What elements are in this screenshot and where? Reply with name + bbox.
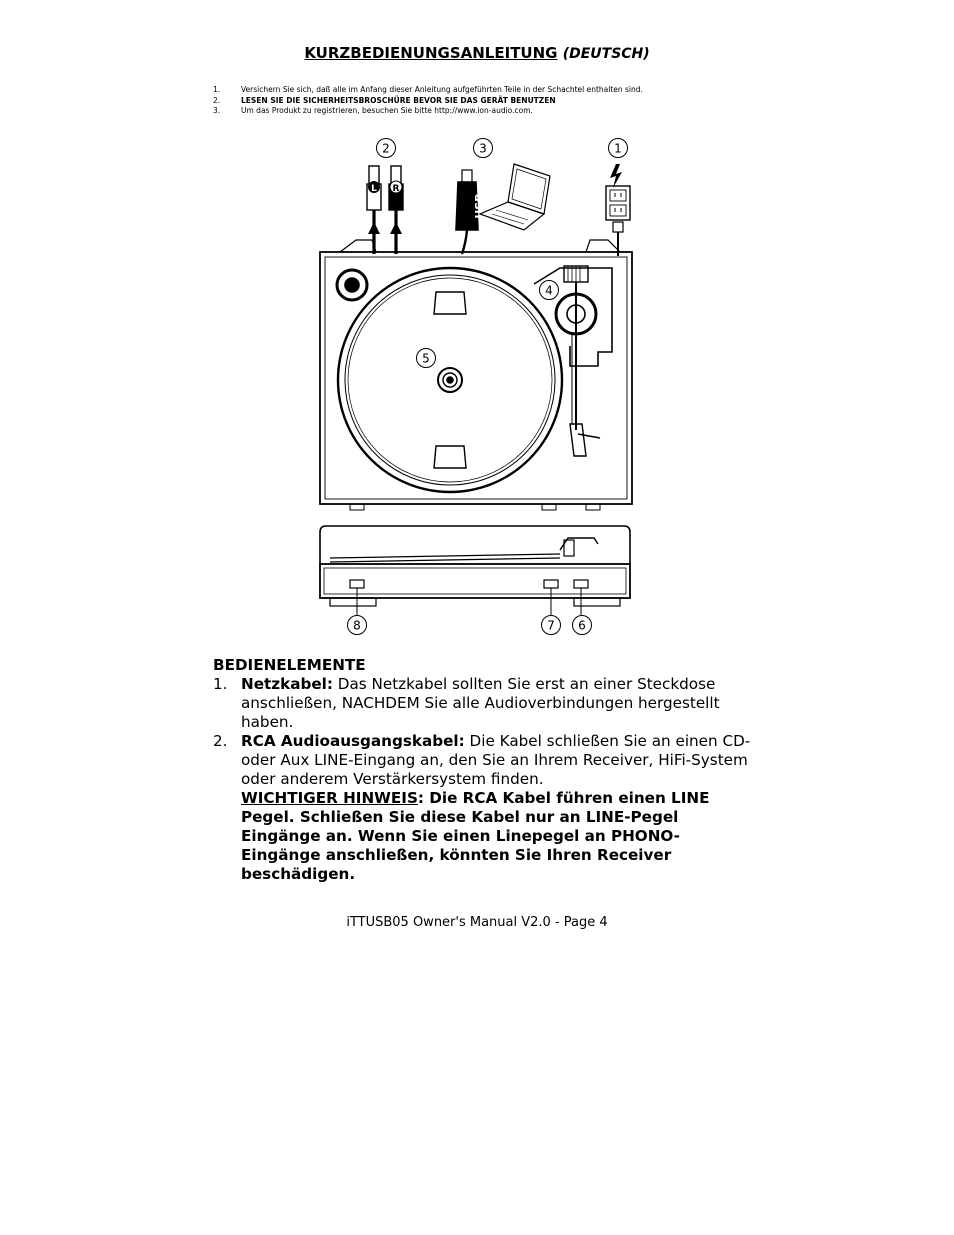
step-number: 3.: [213, 106, 221, 115]
controls-item: [213, 732, 753, 884]
item-number: 2.: [213, 732, 228, 750]
callout-4: [540, 281, 559, 300]
callout-6: [573, 616, 592, 635]
step-text: Um das Produkt zu registrieren, besuchen Sie bitte http://www.ion-audio.com.: [241, 106, 533, 115]
turntable-front-view: [320, 526, 630, 616]
turntable-diagram: [316, 134, 640, 638]
svg-text:6: 6: [578, 618, 586, 633]
item-text: Das Netzkabel sollten Sie erst an einer Steckdose anschließen, NACHDEM Sie alle Audioverbindungen hergestellt haben.: [241, 675, 720, 731]
page-footer: iTTUSB05 Owner's Manual V2.0 - Page 4: [346, 915, 608, 930]
callout-3: [474, 139, 493, 158]
controls-item: [213, 675, 753, 732]
warning-label: WICHTIGER HINWEIS: [241, 789, 418, 807]
item-label: Netzkabel:: [241, 675, 333, 693]
step-item: [213, 106, 813, 117]
item-text: Die Kabel schließen Sie an einen CD- oder Aux LINE-Eingang an, den Sie an Ihrem Receiver, HiFi-System oder anderem Verstärkersystem finden.: [241, 732, 751, 788]
intro-steps: [213, 85, 813, 117]
svg-text:4: 4: [545, 283, 553, 298]
svg-text:USB: USB: [473, 193, 486, 219]
svg-text:L: L: [371, 184, 377, 194]
item-label: RCA Audioausgangskabel:: [241, 732, 465, 750]
warning-note: [241, 789, 753, 884]
step-number: 1.: [213, 85, 221, 94]
turntable-top-view: [320, 240, 632, 510]
svg-text:3: 3: [479, 141, 487, 156]
svg-text:2: 2: [382, 141, 390, 156]
usb-plug: [456, 170, 486, 254]
title-language: (DEUTSCH): [562, 46, 650, 62]
step-text: Versichern Sie sich, daß alle im Anfang dieser Anleitung aufgeführten Teile in der Schachtel enthalten sind.: [241, 85, 643, 94]
page-title: [0, 44, 954, 62]
callout-1: [609, 139, 628, 158]
laptop-icon: [480, 164, 550, 230]
svg-text:5: 5: [422, 351, 430, 366]
step-number: 2.: [213, 95, 221, 105]
svg-text:8: 8: [353, 618, 361, 633]
warning-text: : Die RCA Kabel führen einen LINE Pegel. Schließen Sie diese Kabel nur an LINE-Pegel Eingänge an. Wenn Sie einen Linepegel an PHONO-Eingänge anschließen, könnten Sie Ihren Receiver beschädigen.: [241, 789, 710, 883]
callout-7: [542, 616, 561, 635]
step-item: [213, 96, 813, 107]
callout-2: [377, 139, 396, 158]
rca-plug-right: [389, 166, 403, 254]
svg-text:7: 7: [547, 618, 555, 633]
item-number: 1.: [213, 675, 228, 693]
title-main: KURZBEDIENUNGSANLEITUNG: [304, 44, 558, 62]
step-item: [213, 85, 813, 96]
controls-heading: BEDIENELEMENTE: [213, 656, 366, 674]
svg-text:R: R: [392, 184, 400, 194]
callout-8: [348, 616, 367, 635]
rca-plug-left: [367, 166, 381, 254]
svg-text:1: 1: [614, 141, 622, 156]
callout-5: [417, 349, 436, 368]
controls-section: [213, 656, 753, 884]
step-text: LESEN SIE DIE SICHERHEITSBROSCHÜRE BEVOR SIE DAS GERÄT BENUTZEN: [241, 95, 556, 105]
